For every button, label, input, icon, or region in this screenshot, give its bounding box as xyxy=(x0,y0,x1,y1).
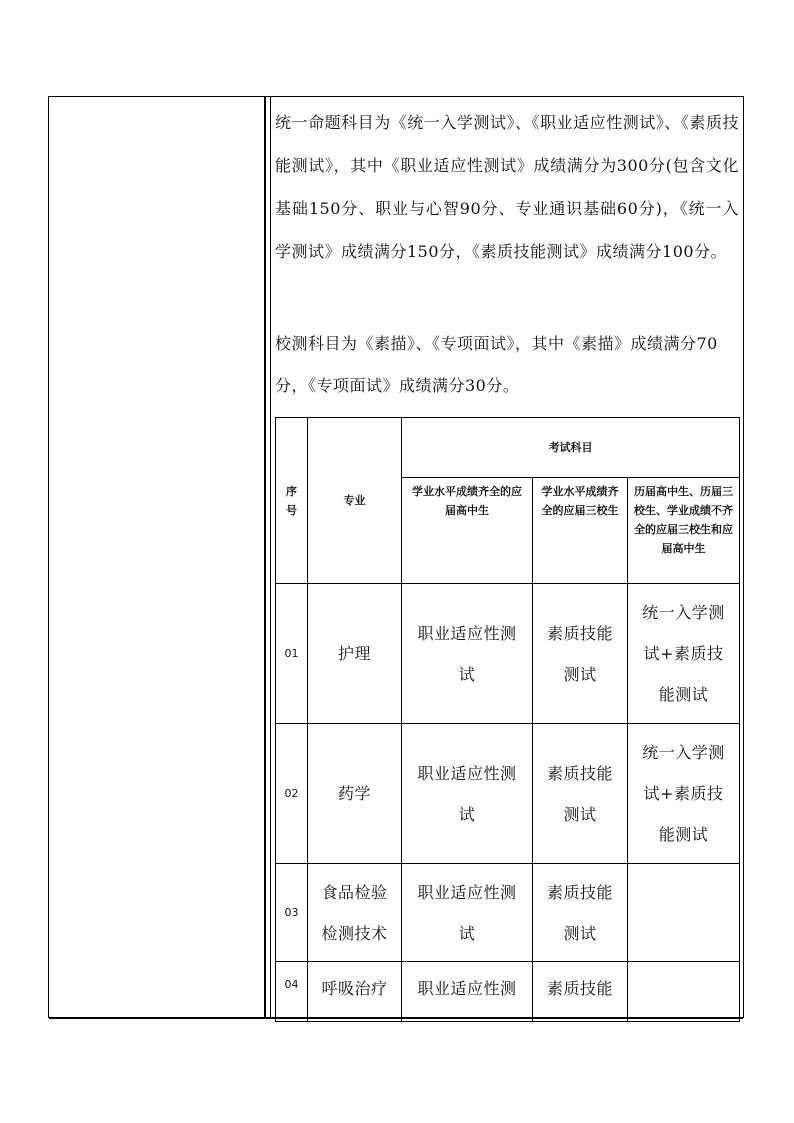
table-row xyxy=(276,724,740,864)
table-row xyxy=(276,584,740,724)
outer-table-frame xyxy=(48,96,744,1018)
table-row xyxy=(276,864,740,962)
row-group-a: 职业适应性测 xyxy=(402,962,533,1022)
row-major: 食品检验检测技术 xyxy=(308,864,402,962)
row-group-a: 职业适应性测试 xyxy=(402,724,533,864)
header-exam-subject: 考试科目 xyxy=(402,418,740,478)
row-index: 04 xyxy=(276,962,308,1022)
row-index: 03 xyxy=(276,864,308,962)
row-group-a: 职业适应性测试 xyxy=(402,864,533,962)
column-divider-inner xyxy=(270,97,271,1018)
row-major: 呼吸治疗 xyxy=(308,962,402,1022)
row-group-a: 职业适应性测试 xyxy=(402,584,533,724)
header-index: 序号 xyxy=(276,418,308,584)
header-group-a: 学业水平成绩齐全的应届高中生 xyxy=(402,478,533,584)
exam-subject-table xyxy=(275,417,740,1022)
column-divider xyxy=(264,97,266,1018)
row-group-b: 素质技能测试 xyxy=(533,864,628,962)
header-group-c: 历届高中生、历届三校生、学业成绩不齐全的应届三校生和应届高中生 xyxy=(628,478,740,584)
row-major: 护理 xyxy=(308,584,402,724)
row-major: 药学 xyxy=(308,724,402,864)
header-major: 专业 xyxy=(308,418,402,584)
table-row xyxy=(276,962,740,1022)
row-index: 01 xyxy=(276,584,308,724)
row-group-b: 素质技能测试 xyxy=(533,584,628,724)
row-index: 02 xyxy=(276,724,308,864)
row-group-c xyxy=(628,864,740,962)
row-group-c: 统一入学测试+素质技能测试 xyxy=(628,724,740,864)
row-group-b: 素质技能 xyxy=(533,962,628,1022)
school-exam-paragraph: 校测科目为《素描》、《专项面试》，其中《素描》成绩满分70分，《专项面试》成绩满分30分。 xyxy=(275,334,718,395)
header-group-b: 学业水平成绩齐全的应届三校生 xyxy=(533,478,628,584)
row-group-c xyxy=(628,962,740,1022)
row-group-b: 素质技能测试 xyxy=(533,724,628,864)
exam-description-paragraph: 统一命题科目为《统一入学测试》、《职业适应性测试》、《素质技能测试》，其中《职业适应性测试》成绩满分为300分(包含文化基础150分、职业与心智90分、专业通识基础60分)，《统一入学测试》成绩满分150分，《素质技能测试》成绩满分100分。 xyxy=(275,113,739,261)
row-group-c: 统一入学测试+素质技能测试 xyxy=(628,584,740,724)
